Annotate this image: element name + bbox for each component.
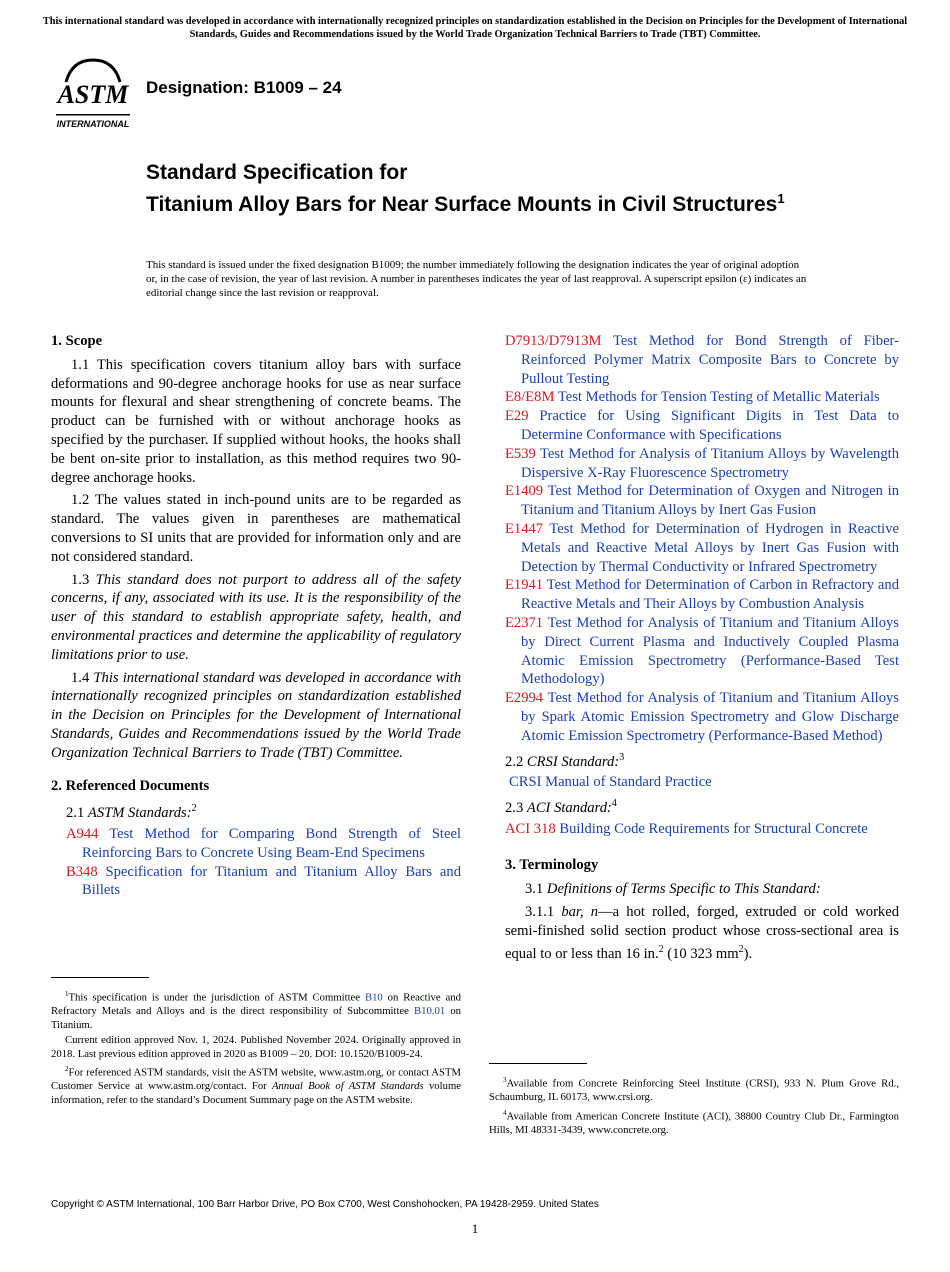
ref-link-e29[interactable]: E29 Practice for Using Significant Digits in Test Data to Determine Conformance with Specifications (505, 408, 899, 443)
copyright-footer: Copyright © ASTM International, 100 Barr Harbor Drive, PO Box C700, West Conshohocken, PA 19428-2959. United States (51, 1199, 599, 1210)
ref-link-e1941[interactable]: E1941 Test Method for Determination of Carbon in Refractory and Reactive Metals and Their Alloys by Combustion Analysis (505, 577, 899, 613)
footnote-1-edition: Current edition approved Nov. 1, 2024. Published November 2024. Originally approved in 2018. Last previous edition approved in 2020 as B1009 – 20. DOI: 10.1520/B1009-24. (51, 1034, 461, 1060)
section-heading-terminology: 3. Terminology (505, 857, 599, 874)
svg-text:ASTM: ASTM (57, 80, 129, 109)
aci-standard-label: 2.3 ACI Standard:$^4$ (505, 797, 617, 816)
astm-standards-label: 2.1 ASTM Standards:$^2$ (66, 803, 197, 822)
ref-link-aci-318[interactable]: ACI 318 Building Code Requirements for Structural Concrete (505, 820, 868, 837)
footnote-rule (489, 1063, 587, 1064)
footnote-1: $^1$This specification is under the jurisdiction of ASTM Committee B10 on Reactive and Refractory Metals and Alloys and is the direct responsibility of Subcommittee B10.01 on Titanium. (51, 990, 462, 1031)
paragraph-1-4: 1.4 This international standard was developed in accordance with internationally recognized principles on standardization established in the Decision on Principles for the Development of International Standards, Guides and Recommendations issued by the World Trade Organization Technical Barriers to Trade (TBT) Committee. (51, 669, 462, 761)
paragraph-1-1: 1.1 This specification covers titanium alloy bars with surface deformations and 90-degree anchorage hooks for use as near surface mounts for flexural and shear strengthening of concrete beams. The product can be furnished with or without anchorage hooks as specified by the purchaser. If supplied without hooks, the hooks shall be bent on-site prior to installation, as this method requires two 90-degree anchorage hooks. (51, 356, 461, 486)
title-line1: Standard Specification for (146, 161, 408, 184)
paragraph-3-1-1: 3.1.1 bar, n—a hot rolled, forged, extruded or cold worked semi-finished solid section product whose cross-sectional area is equal to or less than 16 in.$^2$ (10 323 $mm^2$). (505, 904, 900, 962)
intro-paragraph: This standard is issued under the fixed designation B1009; the number immediately following the designation indicates the year of original adoption or, in the case of revision, the year of last revision. A number in parentheses indicates the year of last reapproval. A superscript epsilon (ε) indicates an editorial change since the last revision or reapproval. (146, 259, 807, 299)
ref-link-a944[interactable]: A944 Test Method for Comparing Bond Strength of Steel Reinforcing Bars to Concrete Using Beam-End Specimens (66, 825, 461, 861)
section-heading-refdocs: 2. Referenced Documents (51, 777, 210, 794)
ref-link-e2994[interactable]: E2994 Test Method for Analysis of Titanium and Titanium Alloys by Spark Atomic Emission Spectrometry and Glow Discharge Atomic Emission Spectrometry (Performance-Based Method) (505, 690, 899, 744)
right-footnotes (489, 1063, 899, 1139)
title-line2: Titanium Alloy Bars for Near Surface Mounts in Civil Structures (146, 193, 778, 216)
title-footnote-mark: 1 (777, 191, 785, 206)
crsi-standard-label: 2.2 CRSI Standard:$^3$ (505, 751, 625, 770)
footnote-4: $^4$Available from American Concrete Institute (ACI), 38800 Country Club Dr., Farmington Hills, MI 48331-3439, www.concrete.org. (489, 1108, 899, 1136)
link-b10[interactable]: B10 (364, 991, 383, 1004)
section-heading-scope: 1. Scope (51, 333, 103, 349)
right-column (505, 332, 899, 967)
footnote-2: $^2$For referenced ASTM standards, visit the ASTM website, www.astm.org, or contact ASTM Customer Service at www.astm.org/contact. For Annual Book of ASTM Standards volume information, refer to the standard’s Document Summary page on the ASTM website. (51, 1065, 462, 1106)
ref-link-e1447[interactable]: E1447 Test Method for Determination of Hydrogen in Reactive Metals and Reactive Metal Alloys by Inert Gas Fusion with Detection by Thermal Conductivity or Infrared Spectrometry (505, 520, 899, 575)
link-b10-01[interactable]: B10.01 (414, 1005, 446, 1018)
left-footnotes (51, 977, 461, 1109)
ref-link-e2371[interactable]: E2371 Test Method for Analysis of Titanium and Titanium Alloys by Direct Current Plasma and Inductively Coupled Plasma Atomic Emission Spectrometry (Performance-Based Test Methodology) (505, 614, 899, 688)
document-title (146, 160, 866, 218)
ref-link-b348[interactable]: B348 Specification for Titanium and Titanium Alloy Bars and Billets (66, 863, 461, 899)
paragraph-1-2: 1.2 The values stated in inch-pound units are to be regarded as standard. The values given in parentheses are mathematical conversions to SI units that are provided for information only and are not considered standard. (51, 492, 461, 565)
ref-link-e1409[interactable]: E1409 Test Method for Determination of Oxygen and Nitrogen in Titanium and Titanium Alloys by Inert Gas Fusion (505, 483, 899, 519)
designation: Designation: B1009 – 24 (146, 78, 342, 97)
footnote-rule (51, 977, 149, 978)
page-number: 1 (471, 1221, 479, 1236)
ref-link-e8[interactable]: E8/E8M Test Methods for Tension Testing of Metallic Materials (505, 389, 880, 406)
ref-link-crsi-manual[interactable]: CRSI Manual of Standard Practice (509, 774, 712, 791)
left-column (51, 332, 461, 900)
svg-text:INTERNATIONAL: INTERNATIONAL (56, 119, 130, 129)
paragraph-3-1: 3.1 Definitions of Terms Specific to This Standard: (525, 881, 821, 898)
ref-link-e539[interactable]: E539 Test Method for Analysis of Titanium Alloys by Wavelength Dispersive X-Ray Fluorescence Spectrometry (505, 445, 899, 481)
paragraph-1-3: 1.3 This standard does not purport to address all of the safety concerns, if any, associated with its use. It is the responsibility of the user of this standard to establish appropriate safety, health, and environmental practices and determine the applicability of regulatory limitations prior to use. (51, 571, 461, 663)
tbt-notice: This international standard was developed in accordance with internationally recognized principles on standardization established in the Decision on Principles for the Development of International Standards, Guides and Recommendations issued by the World Trade Organization Technical Barriers to Trade (TBT) Committee. (42, 16, 908, 40)
ref-link-d7913[interactable]: D7913/D7913M Test Method for Bond Strength of Fiber-Reinforced Polymer Matrix Composite Bars to Concrete by Pullout Testing (505, 333, 899, 387)
footnote-3: $^3$Available from Concrete Reinforcing Steel Institute (CRSI), 933 N. Plum Grove Rd., Schaumburg, IL 60173, www.crsi.org. (489, 1076, 899, 1104)
astm-logo-icon (52, 56, 134, 130)
